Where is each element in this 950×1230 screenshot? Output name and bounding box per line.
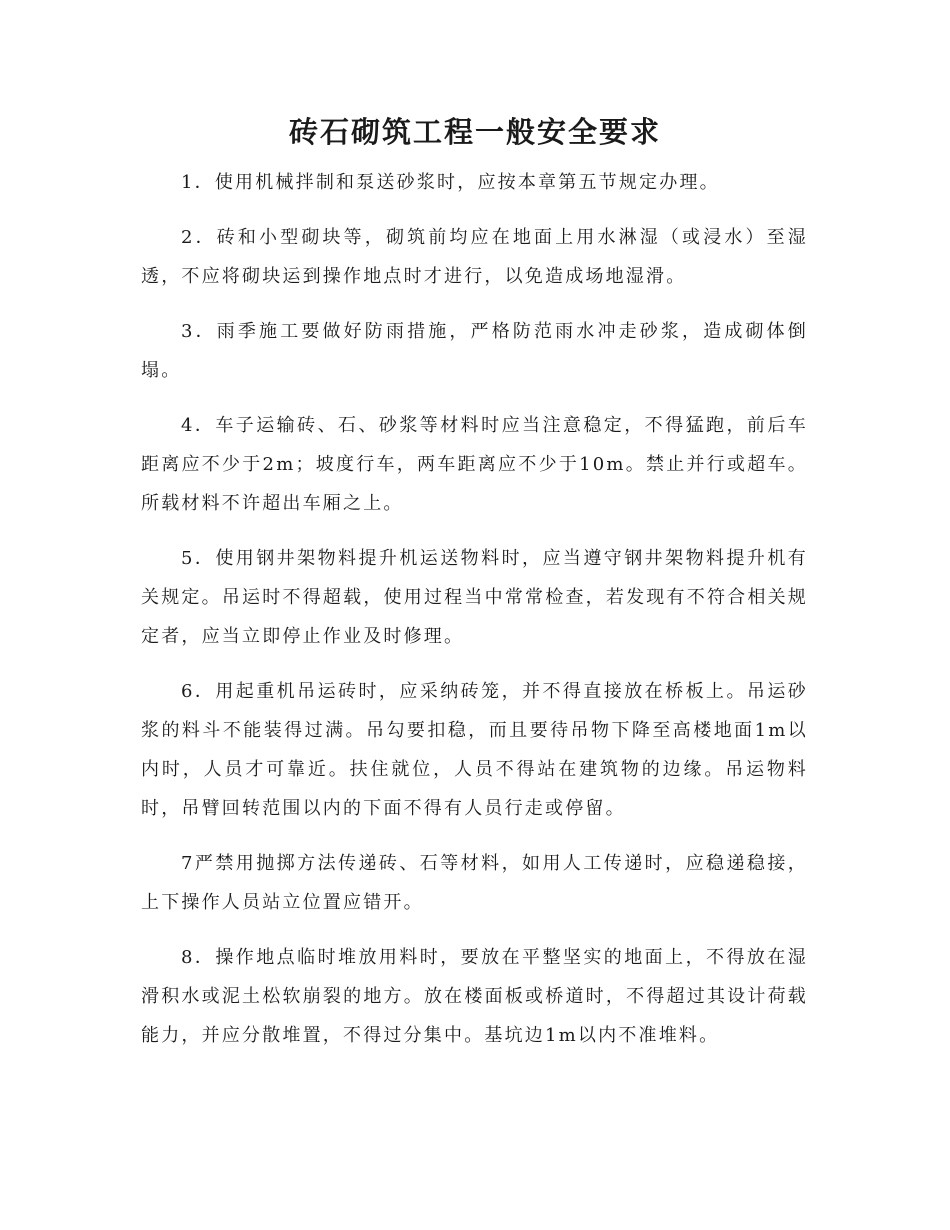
paragraph-8: 8．操作地点临时堆放用料时，要放在平整坚实的地面上，不得放在湿滑积水或泥土松软崩裂的地方。放在楼面板或桥道时，不得超过其设计荷载能力，并应分散堆置，不得过分集中。基坑边1m以内不准堆料。 [141, 947, 808, 1046]
paragraph-7: 7严禁用抛掷方法传递砖、石等材料，如用人工传递时，应稳递稳接，上下操作人员站立位置应错开。 [141, 853, 808, 913]
paragraph-2: 2．砖和小型砌块等，砌筑前均应在地面上用水淋湿（或浸水）至湿透，不应将砌块运到操作地点时才进行，以免造成场地湿滑。 [141, 227, 808, 287]
paragraph-6: 6．用起重机吊运砖时，应采纳砖笼，并不得直接放在桥板上。吊运砂浆的料斗不能装得过满。吊勾要扣稳，而且要待吊物下降至高楼地面1m以内时，人员才可靠近。扶住就位，人员不得站在建筑物的边缘。吊运物料时，吊臂回转范围以内的下面不得有人员行走或停留。 [141, 681, 808, 819]
document-body [141, 163, 808, 1071]
paragraph-1: 1．使用机械拌制和泵送砂浆时，应按本章第五节规定办理。 [181, 172, 720, 193]
paragraph-3: 3．雨季施工要做好防雨措施，严格防范雨水冲走砂浆，造成砌体倒塌。 [141, 321, 808, 381]
paragraph-4: 4．车子运输砖、石、砂浆等材料时应当注意稳定，不得猛跑，前后车距离应不少于2m；坡度行车，两车距离应不少于10m。禁止并行或超车。所载材料不许超出车厢之上。 [141, 415, 808, 514]
paragraph-5: 5．使用钢井架物料提升机运送物料时，应当遵守钢井架物料提升机有关规定。吊运时不得超载，使用过程当中常常检查，若发现有不符合相关规定者，应当立即停止作业及时修理。 [141, 548, 808, 647]
page-title: 砖石砌筑工程一般安全要求 [288, 115, 661, 149]
